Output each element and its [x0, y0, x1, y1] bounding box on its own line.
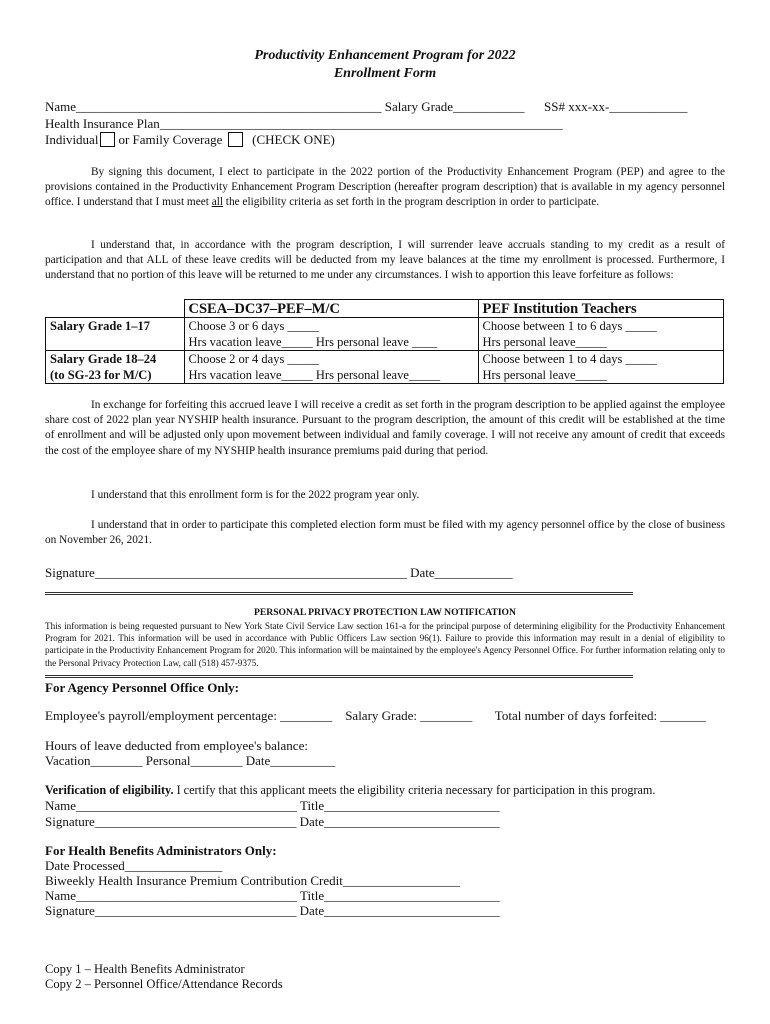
form-title-line1: Productivity Enhancement Program for 2022: [254, 48, 516, 63]
contribution-credit-field[interactable]: Biweekly Health Insurance Premium Contribution Credit__________________: [45, 873, 460, 888]
signature-date-field[interactable]: Date____________: [410, 565, 513, 580]
hba-name-title[interactable]: Name__________________________________ Title___________________________: [45, 888, 500, 903]
verification-text: I certify that this applicant meets the eligibility criteria necessary for participation in this program.: [173, 783, 656, 797]
row-label-text: Salary Grade 1–17: [50, 319, 150, 333]
verification-signature-date[interactable]: Signature_______________________________ Date___________________________: [45, 814, 500, 829]
hours-deducted-label: Hours of leave deducted from employee's balance:: [45, 738, 308, 753]
table-header-row: [46, 300, 724, 318]
health-plan-field[interactable]: Health Insurance Plan______________________________________________________________: [45, 116, 563, 131]
paragraph-1-part-b: the eligibility criteria as set forth in the program description in order to participate.: [222, 196, 600, 209]
table-row: [46, 351, 724, 384]
verification-name-title[interactable]: Name__________________________________ Title___________________________: [45, 798, 500, 813]
row-label-subtext: (to SG-23 for M/C): [50, 368, 152, 382]
privacy-text: This information is being requested pursuant to New York State Civil Service Law section 161-a for the principal purpose of determining eligibility for the Productivity Enhancement Program for 2021. This information will be used in accordance with Public Officers Law section 96(1). Failure to provide this information may result in a denial of eligibility to participate in the Productivity Enhancement Program for 2020. This information will be maintained by the employee's Agency Personnel Office. For further information relating only to the Personal Privacy Protection Law, call (518) 457-9375.: [45, 621, 725, 668]
ss-field[interactable]: SS# xxx-xx-____________: [544, 99, 688, 114]
form-title-line2: Enrollment Form: [333, 66, 437, 81]
paragraph-1: [45, 165, 725, 211]
paragraph-1-all: all: [211, 196, 223, 209]
payroll-percentage-field[interactable]: Employee's payroll/employment percentage: ________: [45, 708, 333, 723]
paragraph-5: [45, 518, 725, 548]
days-forfeited-field[interactable]: Total number of days forfeited: _______: [494, 708, 706, 723]
divider-top: [45, 592, 633, 595]
family-label: or Family Coverage: [118, 132, 223, 147]
family-checkbox[interactable]: [228, 132, 243, 147]
individual-checkbox[interactable]: [100, 132, 115, 147]
row-label-text: Salary Grade 18–24: [50, 352, 157, 366]
choose-days-text: Choose between 1 to 4 days _____: [482, 352, 657, 366]
check-one-label: (CHECK ONE): [252, 132, 335, 147]
paragraph-1-part-a: By signing this document, I elect to participate in the 2022 portion of the Productivity Enhancement Program (PEP) and agree to the provisions contained in the Productivity Enhancement Program Description (hereafter program description) that is available in my agency personnel office. I understand that I must meet: [45, 166, 725, 209]
table-corner-cell: [46, 300, 185, 318]
paragraph-3-text: In exchange for forfeiting this accrued leave I will receive a credit as set forth in the program description to be applied against the employee share cost of 2022 plan year NYSHIP health insurance. Pursuant to the program description, the amount of this credit will be established at the time of enrollment and will be adjusted only upon movement between individual and family coverage. I will not receive any amount of credit that exceeds the cost of the employee share of my NYSHIP health insurance premiums paid during that period.: [45, 399, 725, 457]
hours-deducted-fields[interactable]: Vacation________ Personal________ Date__________: [45, 753, 336, 768]
table-row: [46, 318, 724, 351]
agency-row-1: [45, 708, 706, 724]
row-label-sg-1-17: [46, 318, 185, 351]
signature-row: [45, 565, 513, 581]
hours-leave-text: Hrs vacation leave_____ Hrs personal leave ____: [188, 335, 438, 349]
choose-days-text: Choose 2 or 4 days _____: [188, 352, 319, 366]
choose-days-text: Choose between 1 to 6 days _____: [482, 319, 657, 333]
hours-leave-text: Hrs personal leave_____: [482, 368, 607, 382]
paragraph-4-text: I understand that this enrollment form is for the 2022 program year only.: [91, 489, 420, 501]
paragraph-5-text: I understand that in order to participate this completed election form must be filed with my agency personnel office by the close of business on November 26, 2021.: [45, 519, 725, 547]
coverage-row: [45, 132, 335, 148]
paragraph-2: [45, 238, 725, 284]
hours-leave-text: Hrs personal leave_____: [482, 335, 607, 349]
cell-csea-sg-18-24[interactable]: [184, 351, 478, 384]
hba-heading: For Health Benefits Administrators Only:: [45, 843, 277, 858]
agency-salary-grade-field[interactable]: Salary Grade: ________: [345, 708, 473, 723]
paragraph-4: [45, 488, 725, 503]
leave-apportion-table: [45, 299, 724, 384]
hours-leave-text: Hrs vacation leave_____ Hrs personal leave_____: [188, 368, 441, 382]
verification-heading: Verification of eligibility.: [45, 783, 174, 797]
signature-field[interactable]: Signature________________________________________________: [45, 565, 407, 580]
row-label-sg-18-24: [46, 351, 185, 384]
verification-row: [45, 783, 655, 798]
name-field[interactable]: Name_______________________________________________: [45, 99, 382, 114]
agency-heading: For Agency Personnel Office Only:: [45, 680, 240, 695]
paragraph-3: [45, 398, 725, 459]
cell-pef-sg-1-17[interactable]: [478, 318, 723, 351]
divider-bottom: [45, 675, 633, 678]
copy-1-label: Copy 1 – Health Benefits Administrator: [45, 962, 245, 976]
date-processed-field[interactable]: Date Processed_______________: [45, 858, 223, 873]
choose-days-text: Choose 3 or 6 days _____: [188, 319, 319, 333]
hba-signature-date[interactable]: Signature_______________________________ Date___________________________: [45, 903, 500, 918]
salary-grade-field[interactable]: Salary Grade___________: [384, 99, 525, 114]
name-field-row: [45, 99, 687, 115]
individual-label: Individual: [45, 132, 99, 147]
col-header-pef-teachers: PEF Institution Teachers: [478, 300, 723, 318]
paragraph-2-text: I understand that, in accordance with the program description, I will surrender leave accruals standing to my credit as a result of participation and that ALL of these leave credits will be deducted from my leave balances at the time my enrollment is processed. Furthermore, I understand that no portion of this leave will be returned to me under any circumstances. I wish to apportion this leave forfeiture as follows:: [45, 239, 725, 282]
privacy-heading: PERSONAL PRIVACY PROTECTION LAW NOTIFICATION: [254, 607, 516, 618]
col-header-csea: CSEA–DC37–PEF–M/C: [184, 300, 478, 318]
copy-2-label: Copy 2 – Personnel Office/Attendance Records: [45, 977, 283, 991]
cell-pef-sg-18-24[interactable]: [478, 351, 723, 384]
cell-csea-sg-1-17[interactable]: [184, 318, 478, 351]
